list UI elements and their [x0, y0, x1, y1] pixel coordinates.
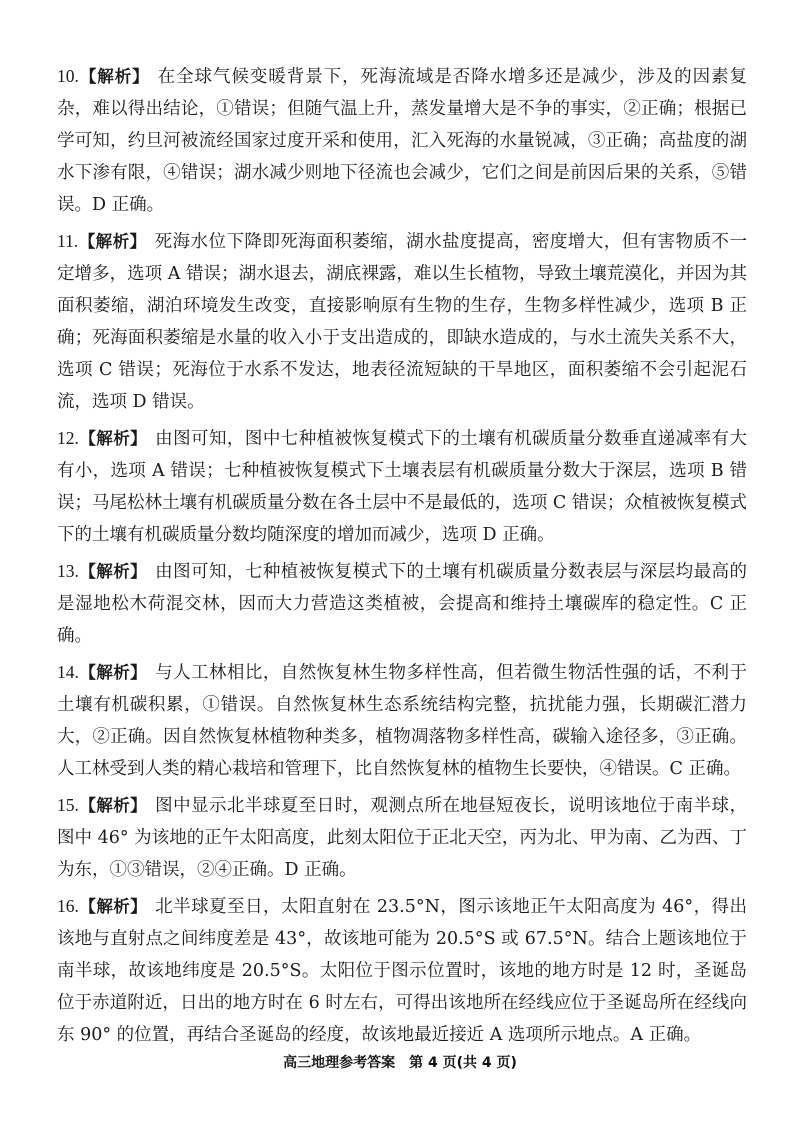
analysis-text: 由图可知，七种植被恢复模式下的土壤有机碳质量分数表层与深层均最高的是湿地松木荷混交林，因而大力营造这类植被，会提高和维持土壤碳库的稳定性。C 正确。 [57, 562, 748, 646]
answer-item-11 [57, 225, 747, 418]
item-number: 11. [57, 231, 79, 251]
analysis-label: 【解析】 [78, 67, 150, 86]
item-number: 13. [57, 561, 79, 581]
answer-item-14 [57, 656, 747, 785]
analysis-label: 【解析】 [78, 663, 148, 682]
analysis-label: 【解析】 [78, 796, 148, 815]
analysis-label: 【解析】 [78, 429, 148, 448]
answer-content [57, 60, 747, 1055]
analysis-label: 【解析】 [78, 562, 148, 581]
item-number: 10. [57, 66, 79, 86]
analysis-text: 与人工林相比，自然恢复林生物多样性高，但若微生物活性强的话，不利于土壤有机碳积累，①错误。自然恢复林生态系统结构完整，抗扰能力强，长期碳汇潜力大，②正确。因自然恢复林植物种类多，植物凋落物多样性高，碳输入途径多，③正确。人工林受到人类的精心栽培和管理下，比自然恢复林的植物生长要快，④错误。C 正确。 [57, 663, 748, 779]
analysis-text: 图中显示北半球夏至日时，观测点所在地昼短夜长，说明该地位于南半球，图中 46° 为该地的正午太阳高度，此刻太阳位于正北天空，丙为北、甲为南、乙为西、丁为东，①③错误，②④正确。D 正确。 [57, 796, 748, 880]
item-number: 12. [57, 428, 79, 448]
footer-page-number: 第 4 页(共 4 页) [409, 1055, 517, 1071]
analysis-text: 死海水位下降即死海面积萎缩，湖水盐度提高，密度增大，但有害物质不一定增多，选项 A 错误；湖水退去，湖底裸露，难以生长植物，导致土壤荒漠化，并因为其面积萎缩，湖泊环境发生改变，直接影响原有生物的生存，生物多样性减少，选项 B 正确；死海面积萎缩是水量的收入小于支出造成的，即缺水造成的，与水土流失关系不大，选项 C 错误；死海位于水系不发达，地表径流短缺的干旱地区，面积萎缩不会引起泥石流，选项 D 错误。 [57, 232, 748, 412]
analysis-text: 在全球气候变暖背景下，死海流域是否降水增多还是减少，涉及的因素复杂，难以得出结论，①错误；但随气温上升，蒸发量增大是不争的事实，②正确；根据已学可知，约旦河被流经国家过度开采和使用，汇入死海的水量锐减，③正确；高盐度的湖水下渗有限，④错误；湖水减少则地下径流也会减少，它们之间是前因后果的关系，⑤错误。D 正确。 [57, 67, 748, 215]
item-number: 16. [57, 896, 79, 916]
analysis-label: 【解析】 [78, 897, 148, 916]
page-footer [0, 1052, 800, 1072]
item-number: 15. [57, 795, 79, 815]
analysis-label: 【解析】 [78, 232, 147, 251]
answer-item-10 [57, 60, 747, 221]
analysis-text: 由图可知，图中七种植被恢复模式下的土壤有机碳质量分数垂直递减率有大有小，选项 A 错误；七种植被恢复模式下土壤表层有机碳质量分数大于深层，选项 B 错误；马尾松林土壤有机碳质量分数在各土层中不是最低的，选项 C 错误；众植被恢复模式下的土壤有机碳质量分数均随深度的增加而减少，选项 D 正确。 [57, 429, 748, 545]
answer-item-13 [57, 555, 747, 652]
answer-item-16 [57, 890, 747, 1051]
item-number: 14. [57, 662, 79, 682]
answer-item-12 [57, 422, 747, 551]
analysis-text: 北半球夏至日，太阳直射在 23.5°N，图示该地正午太阳高度为 46°，得出该地与直射点之间纬度差是 43°，故该地可能为 20.5°S 或 67.5°N。结合上题该地位于南半球，故该地纬度是 20.5°S。太阳位于图示位置时，该地的地方时是 12 时，圣诞岛位于赤道附近，日出的地方时在 6 时左右，可得出该地所在经线应位于圣诞岛所在经线向东 90° 的位置，再结合圣诞岛的经度，故该地最近接近 A 选项所示地点。A 正确。 [57, 897, 748, 1045]
footer-title: 高三地理参考答案 [283, 1055, 396, 1071]
answer-item-15 [57, 789, 747, 886]
